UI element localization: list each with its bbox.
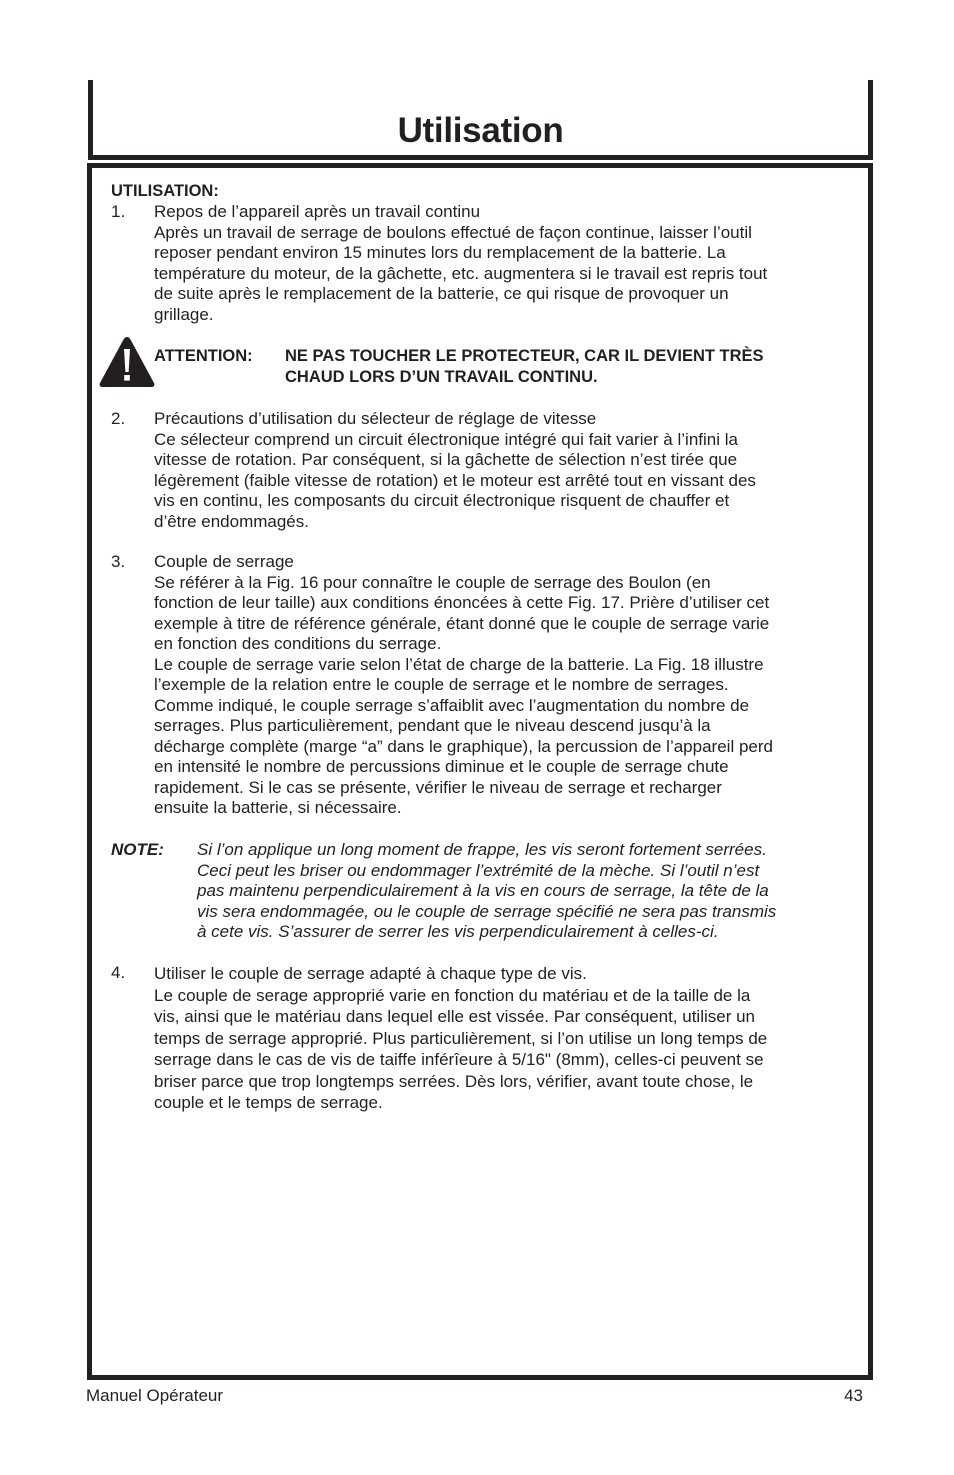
warning-label: ATTENTION: <box>154 347 253 365</box>
item-2-line: vitesse de rotation. Par conséquent, si la gâchette de sélection n’est tirée que <box>154 450 738 469</box>
item-3-line: en intensité le nombre de percussions diminue et le couple de serrage chute <box>154 757 729 776</box>
item-3-line: l’exemple de la relation entre le couple de serrage et le nombre de serrages. <box>154 675 729 694</box>
item-2-line: Ce sélecteur comprend un circuit électronique intégré qui fait varier à l’infini la <box>154 429 738 449</box>
item-3-line: serrages. Plus particulièrement, pendant que le niveau descend jusqu’à la <box>154 716 711 735</box>
item-3-line: ensuite la batterie, si nécessaire. <box>154 798 402 817</box>
item-1-title: Repos de l’appareil après un travail continu <box>154 202 481 221</box>
item-3-number: 3. <box>111 552 126 571</box>
warning-icon <box>98 335 156 389</box>
section-heading: UTILISATION: <box>111 182 219 200</box>
item-4 <box>154 963 869 1114</box>
note-line: Si l’on applique un long moment de frappe, les vis seront fortement serrées. <box>197 840 767 859</box>
item-3-line: Se référer à la Fig. 16 pour connaître le couple de serrage des Boulon (en <box>154 572 711 592</box>
item-3-line: décharge complète (marge “a” dans le graphique), la percussion de l’appareil perd <box>154 736 773 756</box>
item-3-line: Comme indiqué, le couple serrage s’affaiblit avec l’augmentation du nombre de <box>154 695 750 715</box>
item-3-title: Couple de serrage <box>154 552 294 571</box>
item-1 <box>154 202 869 325</box>
item-2-line: vis en continu, les composants du circuit électronique risquent de chauffer et <box>154 491 730 510</box>
warning-text <box>285 346 870 387</box>
item-2-number: 2. <box>111 409 126 428</box>
item-2-line: d’être endommagés. <box>154 511 309 531</box>
page-title: Utilisation <box>397 111 564 150</box>
item-4-line: briser parce que trop longtemps serrées. Dès lors, vérifier, avant toute chose, le <box>154 1071 754 1091</box>
warning-line: NE PAS TOUCHER LE PROTECTEUR, CAR IL DEVIENT TRÈS <box>285 347 764 365</box>
item-4-title: Utiliser le couple de serrage adapté à chaque type de vis. <box>154 964 587 983</box>
item-3-line: rapidement. Si le cas se présente, vérifier le niveau de serrage et recharger <box>154 777 722 797</box>
item-3 <box>154 552 869 819</box>
note-label: NOTE: <box>111 840 164 859</box>
item-4-line: Le couple de serage approprié varie en fonction du matériau et de la taille de la <box>154 985 751 1005</box>
item-2 <box>154 409 869 532</box>
item-2-line: légèrement (faible vitesse de rotation) et le moteur est arrêté tout en vissant des <box>154 470 756 490</box>
item-4-line: serrage dans le cas de vis de taiffe inférîeure à 5/16" (8mm), celles-ci peuvent se <box>154 1050 764 1069</box>
footer-manual-title: Manuel Opérateur <box>86 1386 224 1405</box>
item-3-line: exemple à titre de référence générale, étant donné que le couple de serrage varie <box>154 613 770 633</box>
header-box <box>88 80 873 160</box>
warning-line: CHAUD LORS D’UN TRAVAIL CONTINU. <box>285 367 598 386</box>
item-3-line: fonction de leur taille) aux conditions énoncées à cette Fig. 17. Prière d’utiliser cet <box>154 593 770 612</box>
content-box <box>87 163 873 1380</box>
item-1-number: 1. <box>111 202 126 221</box>
item-3-line: Le couple de serrage varie selon l’état de charge de la batterie. La Fig. 18 illustre <box>154 654 764 674</box>
note-line: vis sera endommagée, ou le couple de serrage spécifié ne sera pas transmis <box>197 901 777 921</box>
footer-page-number: 43 <box>844 1386 863 1405</box>
note-line: pas maintenu perpendiculairement à la vis en cours de serrage, la tête de la <box>197 881 769 900</box>
item-1-line: grillage. <box>154 304 214 324</box>
item-2-title: Précautions d’utilisation du sélecteur de réglage de vitesse <box>154 409 597 428</box>
item-1-line: température du moteur, de la gâchette, etc. augmentera si le travail est repris tout <box>154 263 768 283</box>
item-1-line: de suite après le remplacement de la batterie, ce qui risque de provoquer un <box>154 284 729 303</box>
note-line: à cete vis. S’assurer de serrer les vis perpendiculairement à celles-ci. <box>197 922 719 941</box>
item-4-line: vis, ainsi que le matériau dans lequel elle est vissée. Par conséquent, utiliser un <box>154 1007 756 1026</box>
note-line: Ceci peut les briser ou endommager l’extrémité de la mèche. Si l’outil n’est <box>197 860 760 880</box>
item-1-line: Après un travail de serrage de boulons effectué de façon continue, laisser l’outil <box>154 222 752 242</box>
item-3-line: en fonction des conditions du serrage. <box>154 634 442 653</box>
item-4-number: 4. <box>111 963 126 982</box>
item-1-line: reposer pendant environ 15 minutes lors du remplacement de la batterie. La <box>154 243 726 262</box>
item-4-line: temps de serrage approprié. Plus particulièrement, si l’on utilise un long temps de <box>154 1028 768 1048</box>
item-4-line: couple et le temps de serrage. <box>154 1093 383 1112</box>
note-text <box>197 840 869 943</box>
